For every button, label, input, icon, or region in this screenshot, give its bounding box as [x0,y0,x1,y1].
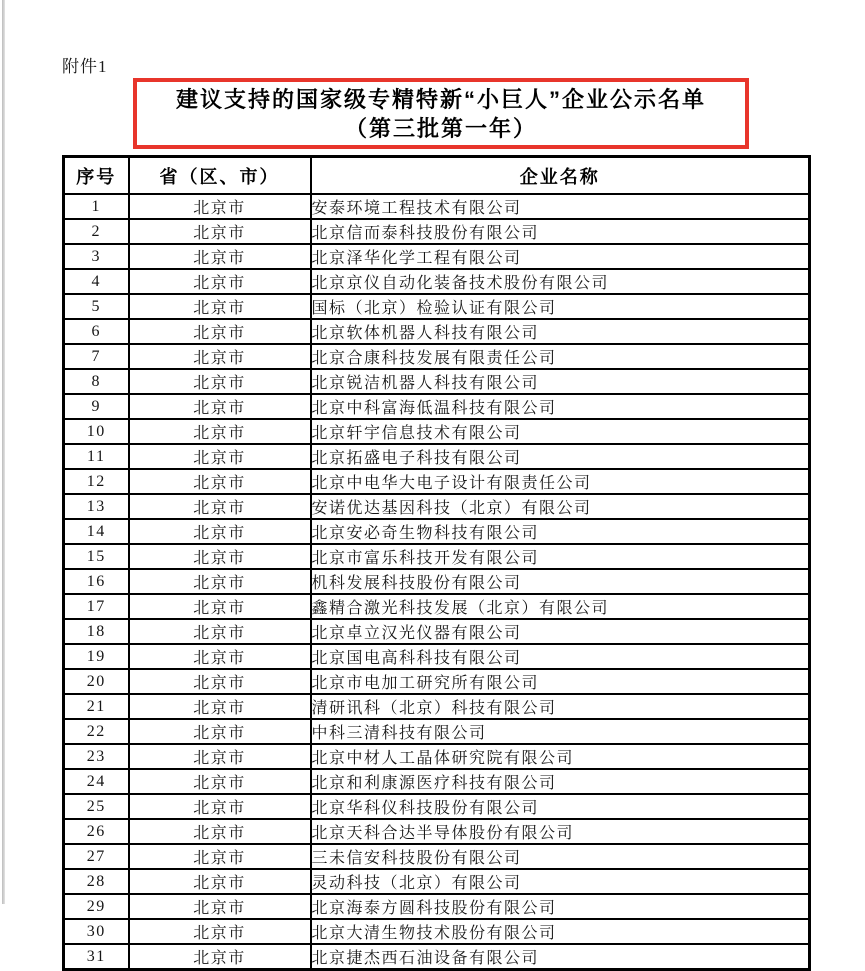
row-serial-number: 26 [64,819,129,844]
table-row [64,219,810,244]
table-row [64,944,810,970]
row-province: 北京市 [129,519,311,544]
company-table [62,155,811,971]
row-serial-number: 15 [64,544,129,569]
row-province: 北京市 [129,319,311,344]
row-company-name: 北京中电华大电子设计有限责任公司 [311,469,810,494]
row-company-name: 北京轩宇信息技术有限公司 [311,419,810,444]
row-company-name: 北京捷杰西石油设备有限公司 [311,944,810,970]
table-row [64,394,810,419]
row-province: 北京市 [129,469,311,494]
table-row [64,719,810,744]
table-row [64,869,810,894]
row-province: 北京市 [129,719,311,744]
row-province: 北京市 [129,544,311,569]
document-title-line1: 建议支持的国家级专精特新“小巨人”企业公示名单 [175,86,706,112]
row-province: 北京市 [129,294,311,319]
row-province: 北京市 [129,844,311,869]
row-serial-number: 16 [64,569,129,594]
table-row [64,769,810,794]
row-province: 北京市 [129,594,311,619]
row-province: 北京市 [129,619,311,644]
row-serial-number: 27 [64,844,129,869]
row-province: 北京市 [129,394,311,419]
row-company-name: 北京中材人工晶体研究院有限公司 [311,744,810,769]
row-province: 北京市 [129,219,311,244]
row-serial-number: 24 [64,769,129,794]
row-serial-number: 20 [64,669,129,694]
table-row [64,319,810,344]
row-serial-number: 7 [64,344,129,369]
row-company-name: 北京泽华化学工程有限公司 [311,244,810,269]
row-province: 北京市 [129,494,311,519]
row-serial-number: 13 [64,494,129,519]
row-province: 北京市 [129,569,311,594]
row-serial-number: 11 [64,444,129,469]
row-serial-number: 8 [64,369,129,394]
row-province: 北京市 [129,194,311,219]
table-row [64,244,810,269]
row-serial-number: 21 [64,694,129,719]
table-row [64,919,810,944]
row-province: 北京市 [129,769,311,794]
attachment-label: 附件1 [62,57,108,76]
row-serial-number: 2 [64,219,129,244]
row-company-name: 北京合康科技发展有限责任公司 [311,344,810,369]
row-company-name: 清研讯科（北京）科技有限公司 [311,694,810,719]
row-company-name: 机科发展科技股份有限公司 [311,569,810,594]
row-province: 北京市 [129,794,311,819]
row-serial-number: 6 [64,319,129,344]
row-company-name: 北京卓立汉光仪器有限公司 [311,619,810,644]
table-row [64,694,810,719]
row-company-name: 北京大清生物技术股份有限公司 [311,919,810,944]
row-company-name: 北京海泰方圆科技股份有限公司 [311,894,810,919]
row-province: 北京市 [129,894,311,919]
table-body [64,194,810,970]
row-serial-number: 31 [64,944,129,970]
row-province: 北京市 [129,269,311,294]
table-row [64,844,810,869]
table-row [64,569,810,594]
row-serial-number: 28 [64,869,129,894]
row-province: 北京市 [129,694,311,719]
row-serial-number: 10 [64,419,129,444]
row-province: 北京市 [129,369,311,394]
row-serial-number: 4 [64,269,129,294]
row-serial-number: 3 [64,244,129,269]
row-serial-number: 1 [64,194,129,219]
row-serial-number: 25 [64,794,129,819]
table-row [64,594,810,619]
row-serial-number: 19 [64,644,129,669]
row-company-name: 北京软体机器人科技有限公司 [311,319,810,344]
row-company-name: 鑫精合激光科技发展（北京）有限公司 [311,594,810,619]
table-row [64,194,810,219]
row-company-name: 北京拓盛电子科技有限公司 [311,444,810,469]
row-serial-number: 30 [64,919,129,944]
row-company-name: 北京市电加工研究所有限公司 [311,669,810,694]
row-province: 北京市 [129,944,311,970]
table-row [64,444,810,469]
row-company-name: 北京锐洁机器人科技有限公司 [311,369,810,394]
table-row [64,819,810,844]
table-row [64,369,810,394]
table-row [64,644,810,669]
row-serial-number: 9 [64,394,129,419]
row-serial-number: 22 [64,719,129,744]
header-serial-number: 序号 [64,157,129,195]
row-province: 北京市 [129,644,311,669]
row-province: 北京市 [129,919,311,944]
row-province: 北京市 [129,669,311,694]
row-province: 北京市 [129,744,311,769]
row-company-name: 北京和利康源医疗科技有限公司 [311,769,810,794]
row-company-name: 北京市富乐科技开发有限公司 [311,544,810,569]
row-serial-number: 23 [64,744,129,769]
row-province: 北京市 [129,419,311,444]
table-row [64,269,810,294]
row-serial-number: 18 [64,619,129,644]
title-box [133,78,749,149]
row-province: 北京市 [129,244,311,269]
row-serial-number: 14 [64,519,129,544]
table-row [64,544,810,569]
row-company-name: 安泰环境工程技术有限公司 [311,194,810,219]
row-company-name: 北京中科富海低温科技有限公司 [311,394,810,419]
table-row [64,794,810,819]
row-serial-number: 29 [64,894,129,919]
row-company-name: 中科三清科技有限公司 [311,719,810,744]
row-company-name: 北京国电高科科技有限公司 [311,644,810,669]
row-company-name: 北京安必奇生物科技有限公司 [311,519,810,544]
row-company-name: 国标（北京）检验认证有限公司 [311,294,810,319]
row-company-name: 灵动科技（北京）有限公司 [311,869,810,894]
row-company-name: 三未信安科技股份有限公司 [311,844,810,869]
table-row [64,494,810,519]
row-company-name: 北京信而泰科技股份有限公司 [311,219,810,244]
document-title-line2: （第三批第一年） [344,115,537,141]
row-province: 北京市 [129,444,311,469]
table-row [64,344,810,369]
table-row [64,419,810,444]
table-row [64,294,810,319]
table-row [64,669,810,694]
row-province: 北京市 [129,819,311,844]
row-company-name: 北京天科合达半导体股份有限公司 [311,819,810,844]
row-serial-number: 5 [64,294,129,319]
header-province: 省（区、市） [129,157,311,195]
table-row [64,744,810,769]
header-company-name: 企业名称 [311,157,810,195]
row-company-name: 北京京仪自动化装备技术股份有限公司 [311,269,810,294]
row-company-name: 安诺优达基因科技（北京）有限公司 [311,494,810,519]
table-row [64,894,810,919]
row-province: 北京市 [129,344,311,369]
table-row [64,519,810,544]
table-row [64,469,810,494]
row-province: 北京市 [129,869,311,894]
row-serial-number: 17 [64,594,129,619]
row-company-name: 北京华科仪科技股份有限公司 [311,794,810,819]
table-row [64,619,810,644]
table-header-row [64,157,810,195]
page-edge-shadow [2,0,5,904]
row-serial-number: 12 [64,469,129,494]
